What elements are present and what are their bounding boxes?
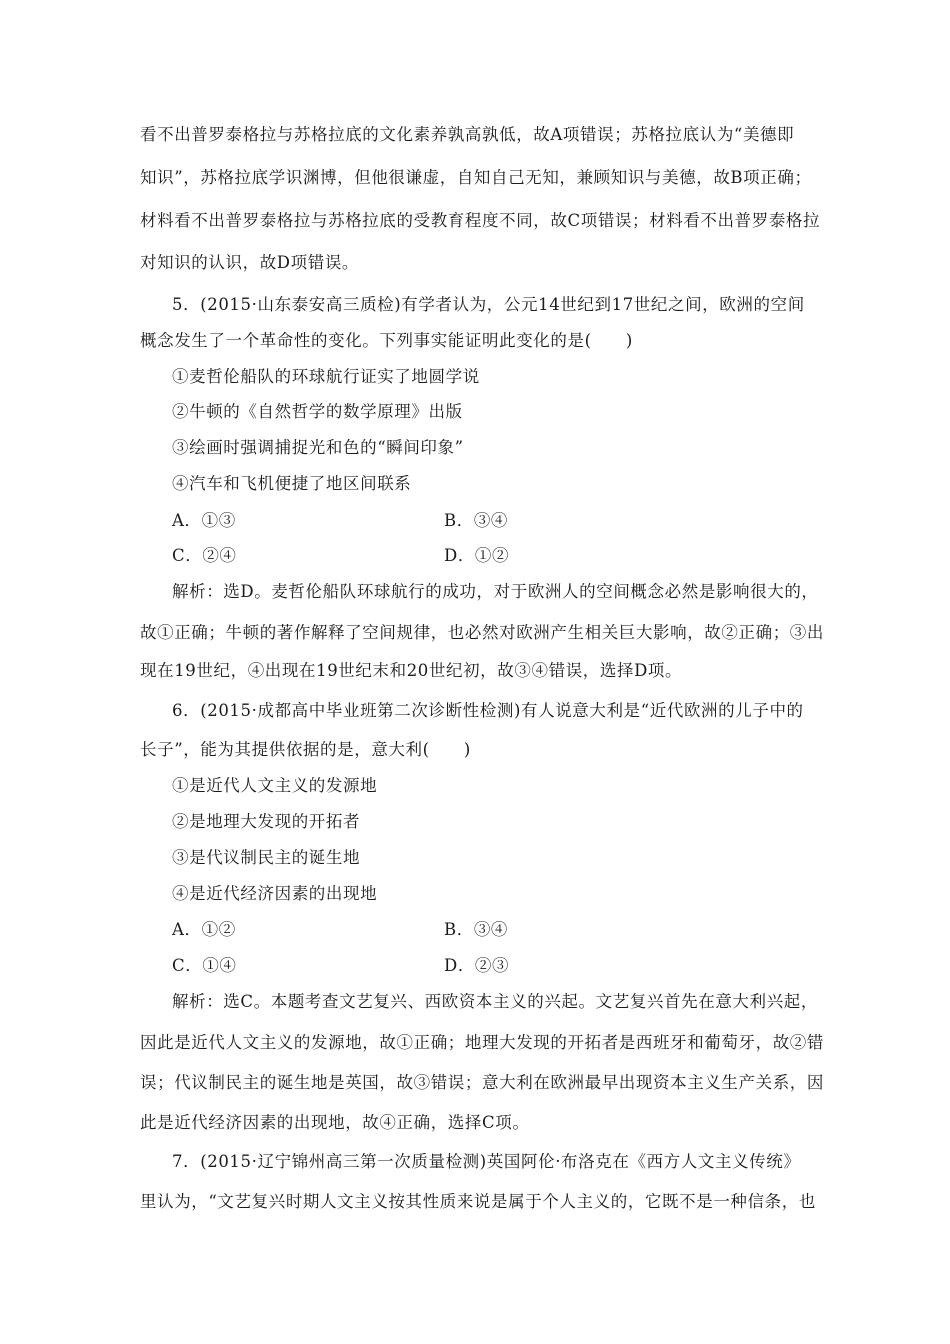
question-6-option-a: A．①② bbox=[172, 920, 236, 939]
question-6-option-d: D．②③ bbox=[444, 956, 510, 975]
question-6-analysis: 解析：选C。本题考查文艺复兴、西欧资本主义的兴起。文艺复兴首先在意大利兴起， bbox=[172, 992, 818, 1011]
analysis-line: 材料看不出普罗泰格拉与苏格拉底的受教育程度不同，故C项错误；材料看不出普罗泰格拉 bbox=[140, 211, 821, 230]
question-6-item: ①是近代人文主义的发源地 bbox=[172, 776, 378, 795]
question-5-option-d: D．①② bbox=[444, 546, 510, 565]
question-5-analysis: 解析：选D。麦哲伦船队环球航行的成功，对于欧洲人的空间概念必然是影响很大的， bbox=[172, 582, 819, 601]
analysis-line: 知识”，苏格拉底学识渊博，但他很谦虚，自知自己无知，兼顾知识与美德，故B项正确； bbox=[140, 168, 812, 187]
question-6-option-b: B．③④ bbox=[444, 920, 509, 939]
question-7-stem: 7．(2015·辽宁锦州高三第一次质量检测)英国阿伦·布洛克在《西方人文主义传统》 bbox=[172, 1152, 801, 1171]
question-6-item: ③是代议制民主的诞生地 bbox=[172, 848, 361, 867]
question-5-item: ④汽车和飞机便捷了地区间联系 bbox=[172, 474, 412, 493]
question-5-stem: 5．(2015·山东泰安高三质检)有学者认为，公元14世纪到17世纪之间，欧洲的空间 bbox=[172, 295, 805, 314]
question-6-option-c: C．①④ bbox=[172, 956, 237, 975]
question-6-stem-cont: 长子”，能为其提供依据的是，意大利( ) bbox=[140, 740, 471, 759]
question-6-analysis: 此是近代经济因素的出现地，故④正确，选择C项。 bbox=[140, 1113, 530, 1132]
question-6-analysis: 误；代议制民主的诞生地是英国，故③错误；意大利在欧洲最早出现资本主义生产关系，因 bbox=[140, 1073, 824, 1092]
question-5-option-c: C．②④ bbox=[172, 546, 237, 565]
question-7-stem-cont: 里认为，“文艺复兴时期人文主义按其性质来说是属于个人主义的，它既不是一种信条，也 bbox=[140, 1192, 816, 1211]
question-5-item: ③绘画时强调捕捉光和色的“瞬间印象” bbox=[172, 438, 464, 457]
question-5-option-a: A．①③ bbox=[172, 511, 236, 530]
question-5-option-b: B．③④ bbox=[444, 511, 509, 530]
question-5-item: ①麦哲伦船队的环球航行证实了地圆学说 bbox=[172, 367, 480, 386]
question-6-item: ④是近代经济因素的出现地 bbox=[172, 884, 378, 903]
question-5-stem-cont: 概念发生了一个革命性的变化。下列事实能证明此变化的是( ) bbox=[140, 331, 633, 350]
question-5-analysis: 故①正确；牛顿的著作解释了空间规律，也必然对欧洲产生相关巨大影响，故②正确；③出 bbox=[140, 623, 824, 642]
question-5-item: ②牛顿的《自然哲学的数学原理》出版 bbox=[172, 402, 463, 421]
analysis-line: 看不出普罗泰格拉与苏格拉底的文化素养孰高孰低，故A项错误；苏格拉底认为“美德即 bbox=[140, 125, 795, 144]
question-5-analysis: 现在19世纪，④出现在19世纪末和20世纪初，故③④错误，选择D项。 bbox=[140, 661, 683, 680]
analysis-line: 对知识的认识，故D项错误。 bbox=[140, 253, 360, 272]
question-6-item: ②是地理大发现的开拓者 bbox=[172, 812, 361, 831]
question-6-analysis: 因此是近代人文主义的发源地，故①正确；地理大发现的开拓者是西班牙和葡萄牙，故②错 bbox=[140, 1033, 824, 1052]
question-6-stem: 6．(2015·成都高中毕业班第二次诊断性检测)有人说意大利是“近代欧洲的儿子中的 bbox=[172, 701, 804, 720]
